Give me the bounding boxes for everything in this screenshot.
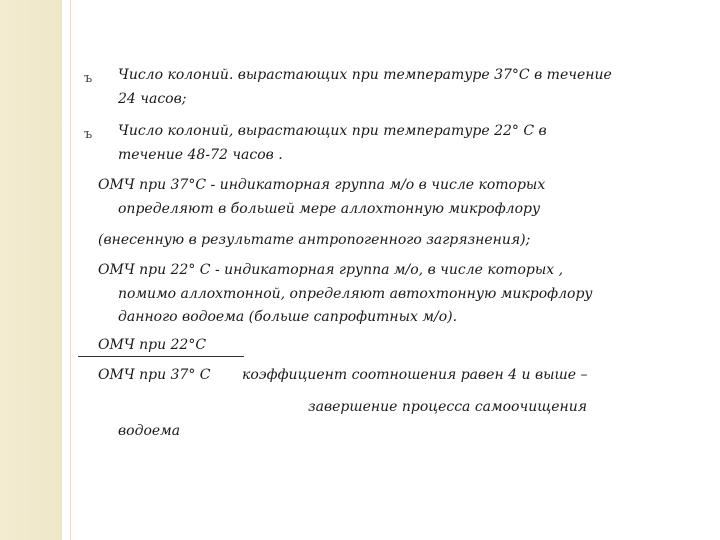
decorative-divider-line bbox=[70, 0, 71, 540]
omch22-line-1: ОМЧ при 22° С - индикаторная группа м/о, в числе которых , bbox=[98, 262, 564, 278]
omch37-line-1: ОМЧ при 37°С - индикаторная группа м/о в числе которых bbox=[98, 177, 546, 193]
ratio-numerator: ОМЧ при 22°С bbox=[98, 337, 207, 353]
bullet-2-line-2: течение 48-72 часов . bbox=[118, 147, 283, 163]
ratio-waterbody-text: водоема bbox=[118, 423, 181, 439]
ratio-completion-text: завершение процесса самоочищения bbox=[308, 399, 588, 415]
ratio-coefficient-text: коэффициент соотношения равен 4 и выше – bbox=[242, 367, 588, 383]
decorative-side-band bbox=[0, 0, 62, 540]
omch22-line-2: помимо аллохтонной, определяют автохтонную микрофлору bbox=[118, 286, 593, 302]
ratio-denominator: ОМЧ при 37° С bbox=[98, 367, 211, 383]
omch37-line-2: определяют в большей мере аллохтонную микрофлору bbox=[118, 201, 541, 217]
omch22-line-3: данного водоема (больше сапрофитных м/о). bbox=[118, 309, 458, 325]
bullet-1-line-2: 24 часов; bbox=[118, 91, 187, 107]
omch37-line-3: (внесенную в результате антропогенного загрязнения); bbox=[98, 232, 531, 248]
bullet-1-line-1: Число колоний. вырастающих при температуре 37°С в течение bbox=[118, 67, 612, 83]
bullet-marker: ъ bbox=[84, 71, 93, 86]
fraction-line bbox=[78, 356, 244, 357]
bullet-marker: ъ bbox=[84, 127, 93, 142]
bullet-2-line-1: Число колоний, вырастающих при температуре 22° С в bbox=[118, 123, 547, 139]
